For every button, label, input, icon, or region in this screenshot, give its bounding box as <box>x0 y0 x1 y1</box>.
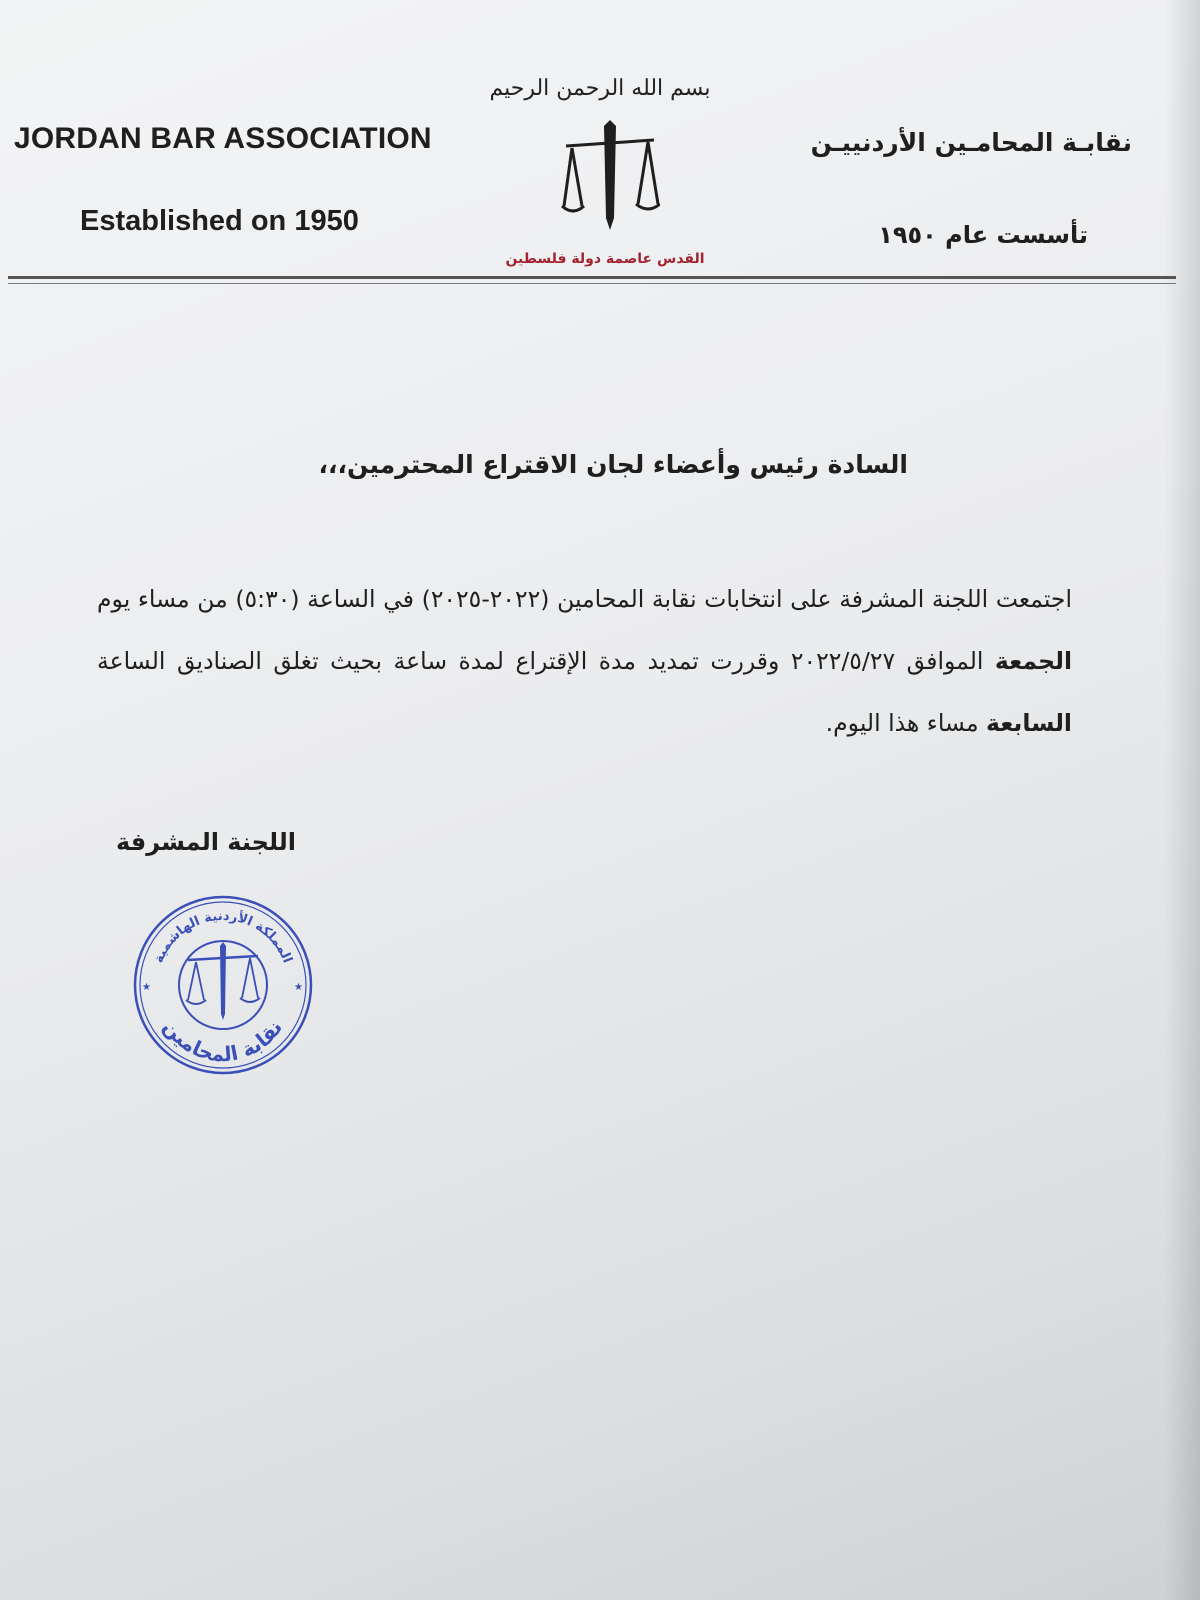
scales-emblem-icon <box>560 118 660 238</box>
body-bold-day: الجمعة <box>994 647 1072 675</box>
official-stamp-seal <box>130 892 316 1078</box>
header-divider-thick <box>8 276 1176 279</box>
stamp-text-top: المملكة الأردنية الهاشمية <box>151 908 295 966</box>
association-name-ar: نقابـة المحامـين الأردنييـن <box>810 128 1132 157</box>
capital-line: القدس عاصمة دولة فلسطين <box>505 251 705 267</box>
header-divider-thin <box>8 283 1176 284</box>
paper-shadow <box>1164 0 1200 1600</box>
body-bold-hour: السابعة <box>986 709 1072 737</box>
signature-committee: اللجنة المشرفة <box>116 828 296 856</box>
association-name-en: JORDAN BAR ASSOCIATION <box>14 122 432 155</box>
body-part-3: مساء هذا اليوم. <box>825 709 987 737</box>
salutation: السادة رئيس وأعضاء لجان الاقتراع المحترمين،،، <box>318 450 908 479</box>
stamp-text-bottom: نقابة المحامين <box>158 1015 288 1067</box>
svg-text:نقابة المحامين <box>159 1015 287 1066</box>
letter-body <box>97 568 1072 754</box>
basmala-text: بسم الله الرحمن الرحيم <box>489 76 711 101</box>
stamp-star-left-icon: ★ <box>142 982 151 993</box>
established-en: Established on 1950 <box>80 205 359 237</box>
established-ar: تأسست عام ١٩٥٠ <box>878 221 1088 249</box>
body-part-1: اجتمعت اللجنة المشرفة على انتخابات نقابة المحامين (٢٠٢٢-٢٠٢٥) في الساعة (٥:٣٠) من مساء يوم <box>97 585 1072 613</box>
stamp-star-right-icon: ★ <box>294 982 303 993</box>
body-part-2: الموافق ٢٠٢٢/٥/٢٧ وقررت تمديد مدة الإقتراع لمدة ساعة بحيث تغلق الصناديق الساعة <box>97 647 995 675</box>
